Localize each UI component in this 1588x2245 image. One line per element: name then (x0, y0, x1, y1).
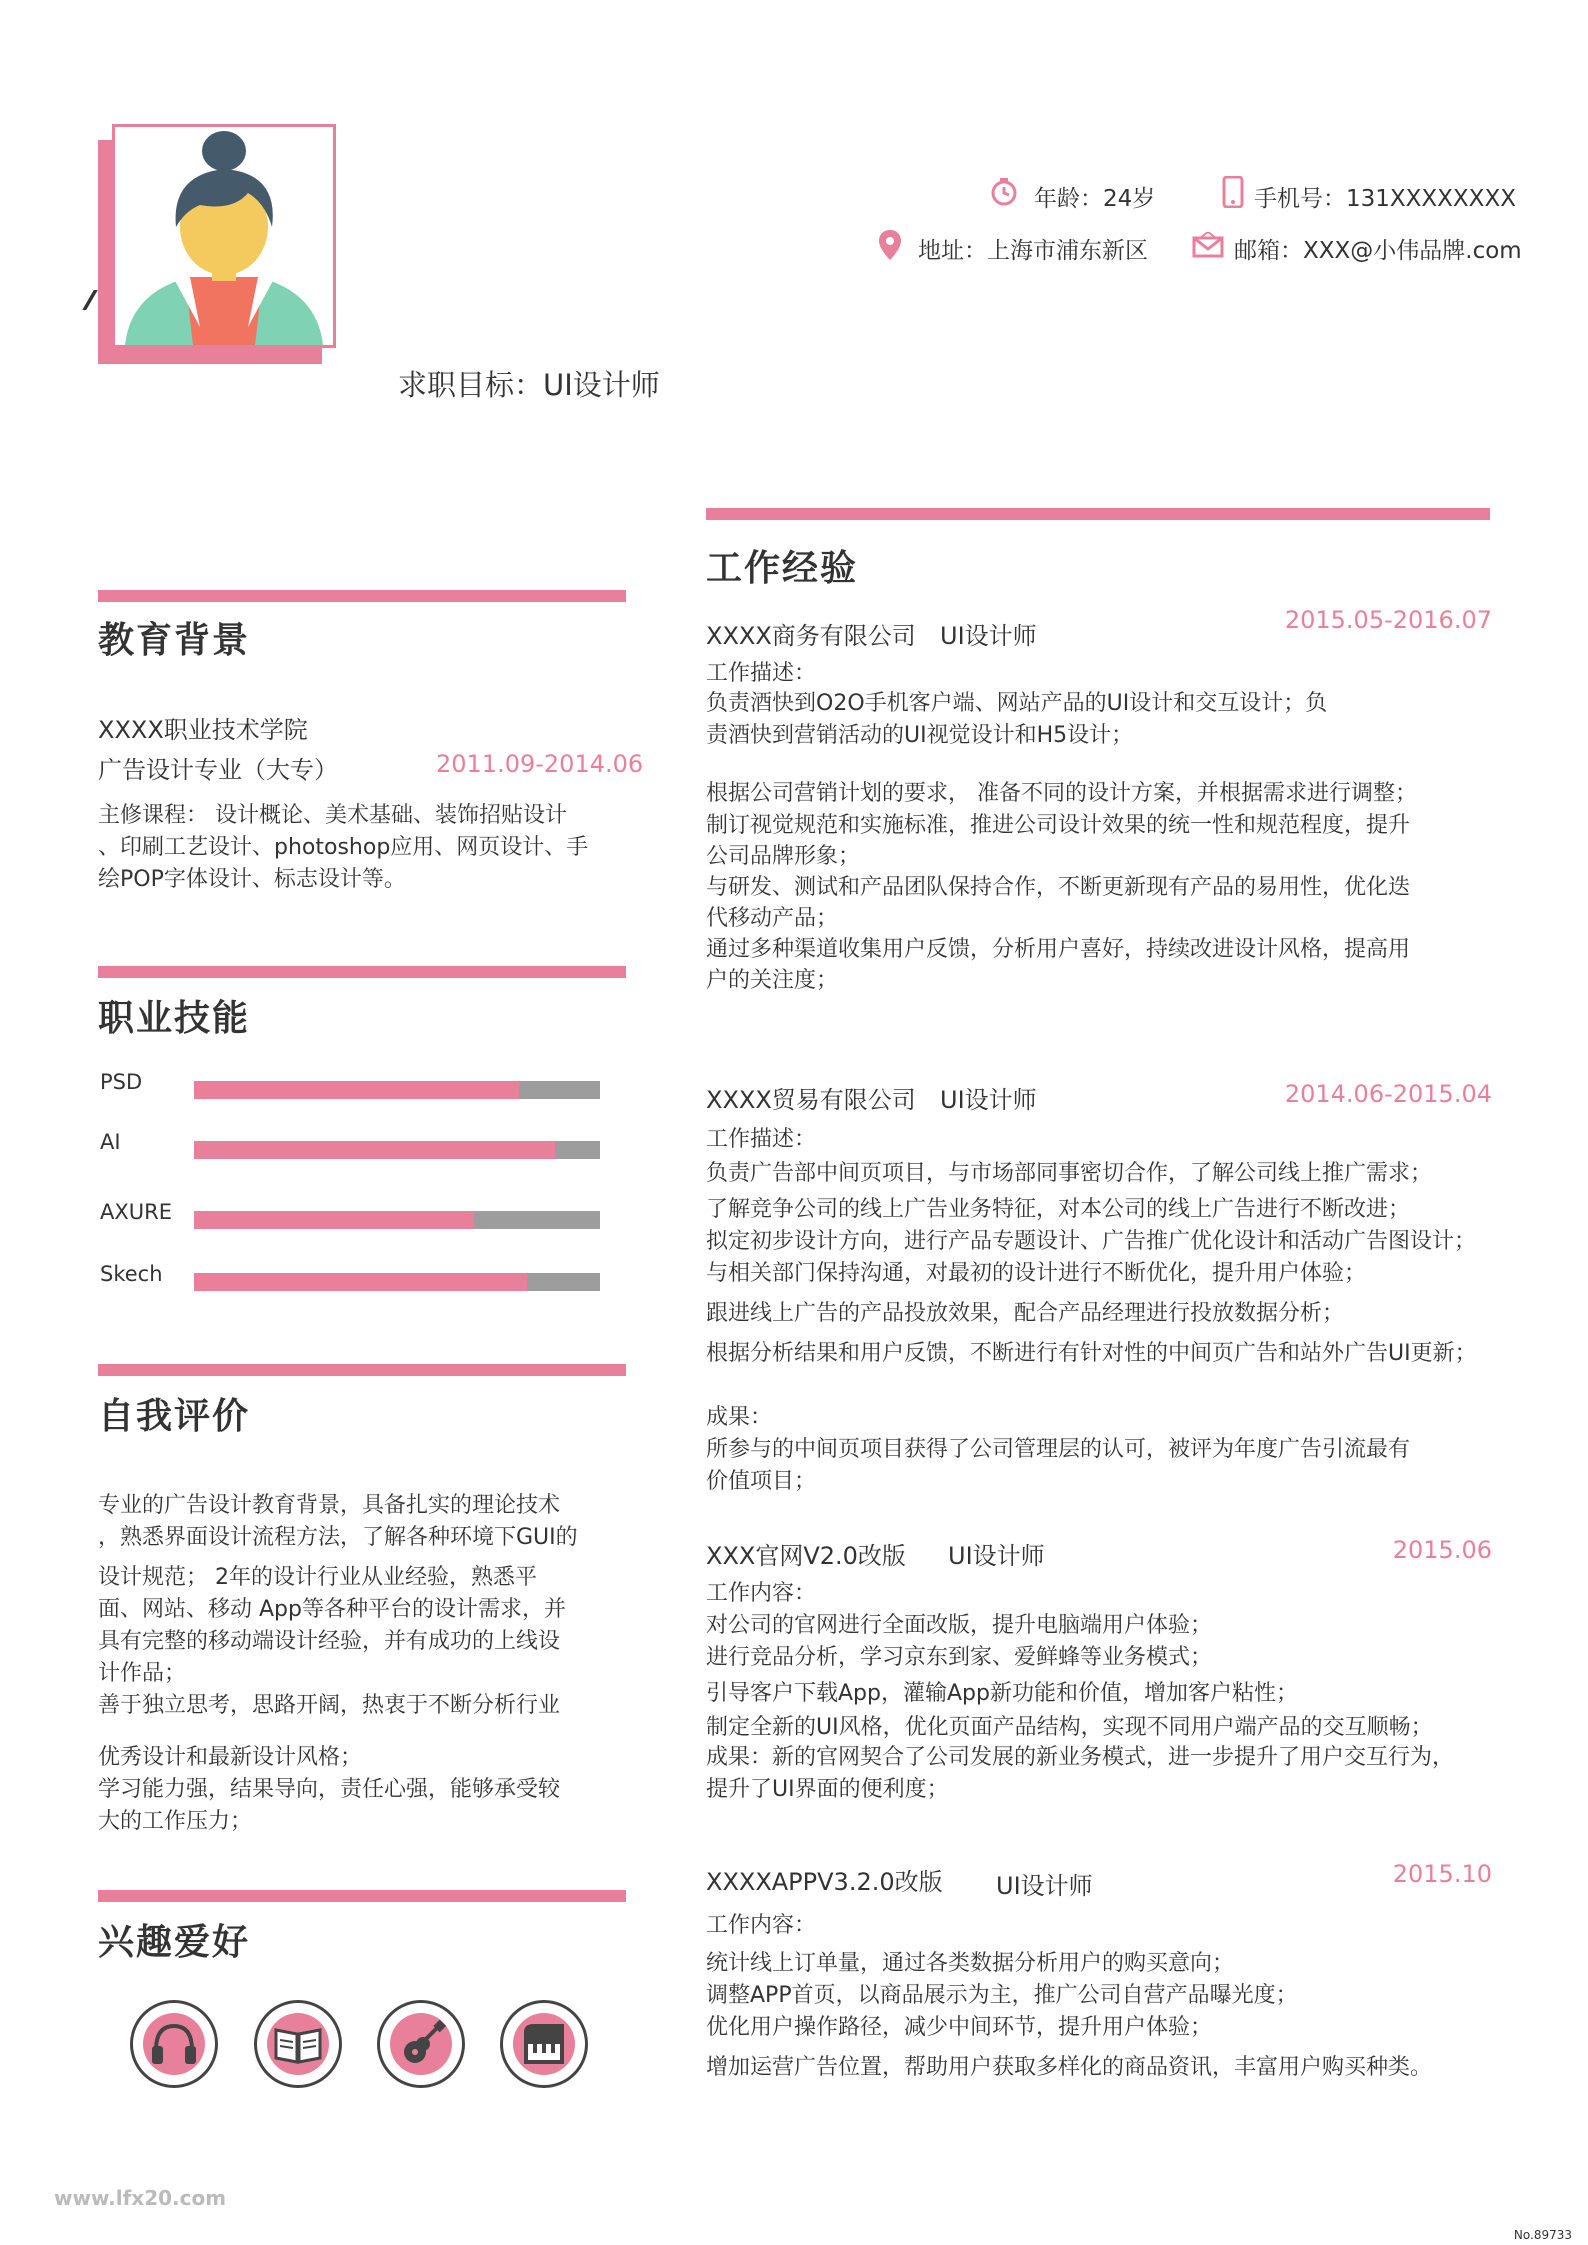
self-eval-line: ，熟悉界面设计流程方法，了解各种环境下GUI的 (98, 1525, 578, 1550)
skill-label-skech: Skech (100, 1262, 163, 1286)
avatar (115, 127, 333, 345)
courses-line: 、印刷工艺设计、photoshop应用、网页设计、手 (98, 835, 589, 860)
headphones-icon (146, 2016, 202, 2072)
skill-fill (194, 1211, 474, 1229)
school-name: XXXX职业技术学院 (98, 716, 308, 744)
job-date: 2014.06-2015.04 (1284, 1080, 1492, 1108)
job-line: 负责广告部中间页项目，与市场部同事密切合作，了解公司线上推广需求； (706, 1161, 1433, 1186)
self-eval-title: 自我评价 (98, 1396, 251, 1437)
work-title: 工作经验 (706, 548, 859, 589)
job-line: 调整APP首页，以商品展示为主，推广公司自营产品曝光度； (706, 1983, 1298, 2008)
self-eval-line: 优秀设计和最新设计风格； (98, 1745, 363, 1770)
job-line: 制订视觉规范和实施标准，推进公司设计效果的统一性和规范程度，提升 (706, 813, 1411, 838)
job-line: 制定全新的UI风格，优化页面产品结构，实现不同用户端产品的交互顺畅； (706, 1715, 1433, 1740)
self-eval-line: 计作品； (98, 1661, 187, 1686)
job-company: XXX官网V2.0改版 (706, 1542, 906, 1570)
skill-bar-axure (194, 1211, 600, 1229)
job-line: 责酒快到营销活动的UI视觉设计和H5设计； (706, 723, 1134, 748)
job-line: 负责酒快到O2O手机客户端、网站产品的UI设计和交互设计；负 (706, 691, 1328, 716)
job-company: XXXX贸易有限公司 (706, 1086, 916, 1114)
job-line: 提升了UI界面的便利度； (706, 1777, 949, 1802)
photo-frame (112, 124, 336, 348)
self-eval-line: 面、网站、移动 App等各种平台的设计需求，并 (98, 1597, 566, 1622)
job-line: 进行竞品分析，学习京东到家、爱鲜蜂等业务模式； (706, 1645, 1213, 1670)
job-line: 成果：新的官网契合了公司发展的新业务模式，进一步提升了用户交互行为， (706, 1745, 1455, 1770)
job-date: 2015.05-2016.07 (1284, 606, 1492, 634)
job-line: 跟进线上广告的产品投放效果，配合产品经理进行投放数据分析； (706, 1301, 1345, 1326)
job-role: UI设计师 (940, 622, 1037, 650)
education-title: 教育背景 (98, 620, 251, 661)
self-eval-line: 具有完整的移动端设计经验，并有成功的上线设 (98, 1629, 561, 1654)
self-eval-divider (98, 1364, 626, 1376)
job-line: 价值项目； (706, 1469, 817, 1494)
skills-divider (98, 966, 626, 978)
job-line: 成果： (706, 1405, 773, 1430)
clock-icon (990, 178, 1018, 206)
skills-title: 职业技能 (98, 998, 251, 1039)
self-eval-line: 大的工作压力； (98, 1809, 253, 1834)
hobby-reading (254, 2000, 342, 2088)
courses-text (98, 800, 638, 896)
mail-icon (1192, 232, 1224, 258)
job-date: 2015.10 (1392, 1860, 1492, 1888)
skill-fill (194, 1141, 555, 1159)
job-date: 2015.06 (1392, 1536, 1492, 1564)
job-line: 工作描述： (706, 1127, 817, 1152)
skill-bar-skech (194, 1273, 600, 1291)
phone-icon (1222, 176, 1244, 208)
self-eval-line: 专业的广告设计教育背景，具备扎实的理论技术 (98, 1493, 561, 1518)
job-line: 公司品牌形象； (706, 844, 861, 869)
job-objective: 求职目标：UI设计师 (398, 368, 660, 402)
document-number: No.89733 (1513, 2228, 1572, 2242)
skill-fill (194, 1081, 519, 1099)
phone-info: 手机号：131XXXXXXXX (1254, 186, 1516, 212)
job-line: 代移动产品； (706, 906, 839, 931)
location-pin-icon (878, 230, 902, 260)
courses-line: 绘POP字体设计、标志设计等。 (98, 867, 406, 892)
hobbies-divider (98, 1890, 626, 1902)
job-company: XXXX商务有限公司 (706, 622, 916, 650)
job-line: 工作内容： (706, 1581, 817, 1606)
job-line: 所参与的中间页项目获得了公司管理层的认可，被评为年度广告引流最有 (706, 1437, 1411, 1462)
skill-label-axure: AXURE (100, 1200, 172, 1224)
hobby-piano (500, 2000, 588, 2088)
skill-label-ai: AI (100, 1130, 121, 1154)
hobbies-title: 兴趣爱好 (98, 1922, 251, 1963)
job-line: 工作内容： (706, 1913, 817, 1938)
job-line: 根据公司营销计划的要求， 准备不同的设计方案，并根据需求进行调整； (706, 781, 1417, 806)
job-line: 增加运营广告位置，帮助用户获取多样化的商品资讯，丰富用户购买种类。 (706, 2055, 1433, 2080)
job-line: 对公司的官网进行全面改版，提升电脑端用户体验； (706, 1613, 1213, 1638)
education-divider (98, 590, 626, 602)
job-line: 拟定初步设计方向，进行产品专题设计、广告推广优化设计和活动广告图设计； (706, 1229, 1477, 1254)
job-role: UI设计师 (948, 1542, 1045, 1570)
skill-bar-psd (194, 1081, 600, 1099)
job-line: 引导客户下载App，灌输App新功能和价值，增加客户粘性； (706, 1681, 1298, 1706)
work-divider (706, 508, 1490, 520)
job-line: 根据分析结果和用户反馈，不断进行有针对性的中间页广告和站外广告UI更新； (706, 1341, 1477, 1366)
email-info: 邮箱：XXX@小伟品牌.com (1234, 238, 1522, 264)
job-line: 与研发、测试和产品团队保持合作，不断更新现有产品的易用性，优化迭 (706, 875, 1411, 900)
job-line: 统计线上订单量，通过各类数据分析用户的购买意向； (706, 1951, 1235, 1976)
book-icon (270, 2016, 326, 2072)
job-role: UI设计师 (940, 1086, 1037, 1114)
job-line: 通过多种渠道收集用户反馈，分析用户喜好，持续改进设计风格，提高用 (706, 937, 1411, 962)
job-line: 优化用户操作路径，减少中间环节，提升用户体验； (706, 2015, 1213, 2040)
job-company: XXXXAPPV3.2.0改版 (706, 1868, 943, 1896)
job-line: 了解竞争公司的线上广告业务特征，对本公司的线上广告进行不断改进； (706, 1197, 1411, 1222)
education-date: 2011.09-2014.06 (436, 750, 644, 778)
address-info: 地址：上海市浦东新区 (918, 238, 1148, 264)
courses-line: 主修课程： 设计概论、美术基础、装饰招贴设计 (98, 803, 567, 828)
self-eval-line: 善于独立思考，思路开阔，热衷于不断分析行业 (98, 1693, 561, 1718)
job-role: UI设计师 (996, 1872, 1093, 1900)
age-info: 年龄：24岁 (1034, 186, 1156, 212)
skill-bar-ai (194, 1141, 600, 1159)
job-line: 工作描述： (706, 661, 817, 686)
piano-icon (516, 2016, 572, 2072)
major-name: 广告设计专业（大专） (98, 756, 338, 784)
job-line: 户的关注度； (706, 968, 839, 993)
hobby-guitar (377, 2000, 465, 2088)
hobby-headphones (130, 2000, 218, 2088)
skill-label-psd: PSD (100, 1070, 143, 1094)
self-eval-line: 学习能力强，结果导向，责任心强，能够承受较 (98, 1777, 561, 1802)
guitar-icon (393, 2016, 449, 2072)
watermark: www.lfx20.com (54, 2186, 227, 2210)
self-eval-line: 设计规范； 2年的设计行业从业经验，熟悉平 (98, 1565, 537, 1590)
job-line: 与相关部门保持沟通，对最初的设计进行不断优化，提升用户体验； (706, 1261, 1367, 1286)
skill-fill (194, 1273, 527, 1291)
